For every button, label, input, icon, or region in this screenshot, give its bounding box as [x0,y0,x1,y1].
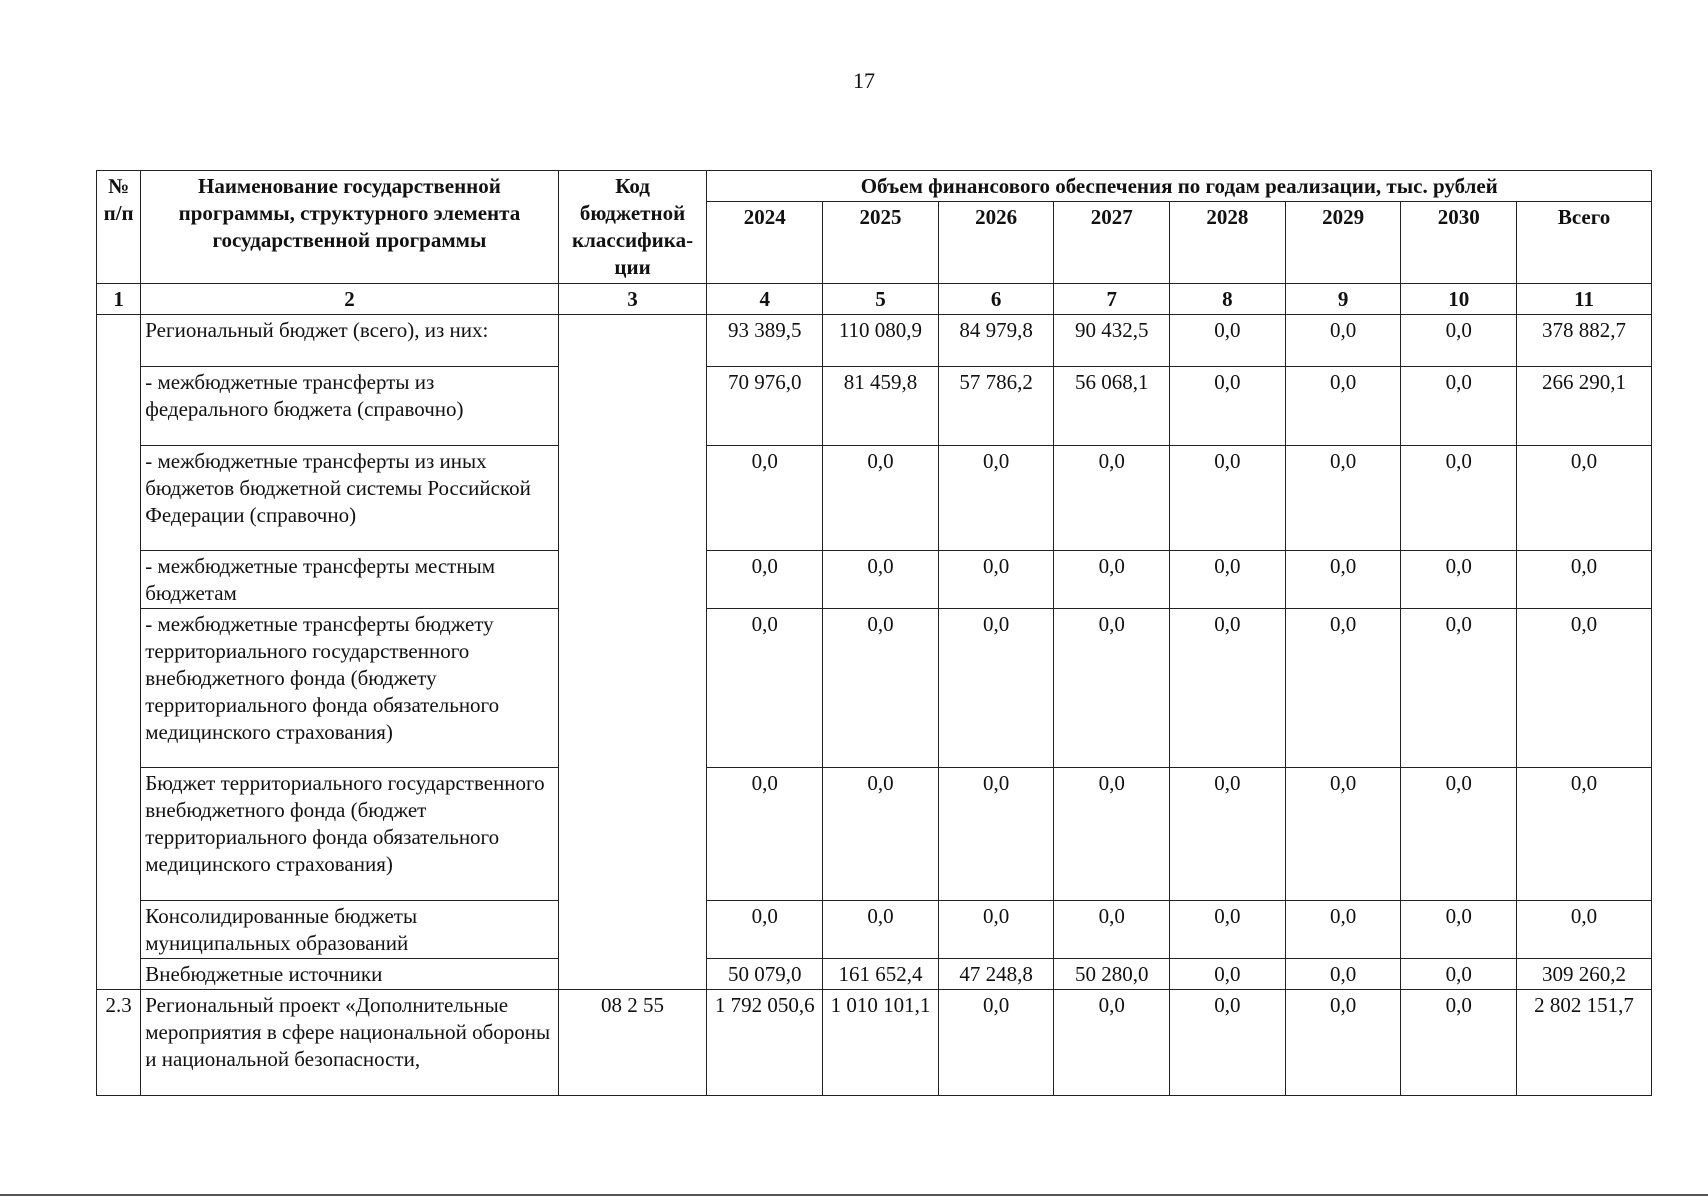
column-numbers-row [97,284,1652,315]
header-year: 2024 [707,202,823,284]
row-value: 0,0 [1285,551,1401,609]
column-number: 7 [1054,284,1170,315]
table-row [97,901,1652,959]
row-value: 0,0 [938,609,1054,768]
row-value: 0,0 [823,551,939,609]
row-name: Бюджет территориального государственного внебюджетного фонда (бюджет территориального фонда обязательного медицинского страхования) [141,768,558,901]
header-year: 2026 [938,202,1054,284]
row-value: 0,0 [1170,609,1286,768]
header-year: 2028 [1170,202,1286,284]
column-number: 3 [558,284,707,315]
row-value: 0,0 [1054,768,1170,901]
row-name: Внебюджетные источники [141,959,558,990]
table-row [97,768,1652,901]
row-total: 309 260,2 [1517,959,1652,990]
row-name: Консолидированные бюджеты муниципальных образований [141,901,558,959]
row-total: 0,0 [1517,551,1652,609]
row-value: 90 432,5 [1054,315,1170,367]
header-col-volume: Объем финансового обеспечения по годам реализации, тыс. рублей [707,171,1652,202]
column-number: 1 [97,284,141,315]
row-value: 0,0 [1401,959,1517,990]
row-name: - межбюджетные трансферты из федерального бюджета (справочно) [141,367,558,446]
table-row [97,609,1652,768]
row-value: 0,0 [707,901,823,959]
column-number: 9 [1285,284,1401,315]
page-bottom-edge [0,1194,1708,1196]
row-value: 0,0 [823,768,939,901]
row-value: 0,0 [1285,609,1401,768]
row-value: 0,0 [1170,551,1286,609]
row-value: 0,0 [1170,446,1286,551]
row-value: 0,0 [1401,367,1517,446]
row-value: 0,0 [938,768,1054,901]
row-value: 0,0 [938,551,1054,609]
row-value: 0,0 [1170,901,1286,959]
row-value: 0,0 [823,446,939,551]
row-value: 0,0 [1401,315,1517,367]
row-value: 0,0 [1054,609,1170,768]
row-value: 0,0 [823,901,939,959]
table-row [97,551,1652,609]
row-value: 93 389,5 [707,315,823,367]
row-name: - межбюджетные трансферты из иных бюджетов бюджетной системы Российской Федерации (справочно) [141,446,558,551]
row-value: 0,0 [1401,551,1517,609]
row-value: 0,0 [1054,551,1170,609]
row-name: Региональный проект «Дополнительные мероприятия в сфере национальной обороны и национальной безопасности, [141,990,558,1096]
row-value: 50 280,0 [1054,959,1170,990]
row-total: 2 802 151,7 [1517,990,1652,1096]
row-value: 0,0 [1401,446,1517,551]
row-total: 266 290,1 [1517,367,1652,446]
header-col-no: № п/п [97,171,141,284]
header-col-name: Наименование государственной программы, структурного элемента государственной программы [141,171,558,284]
column-number: 6 [938,284,1054,315]
row-value: 0,0 [1401,990,1517,1096]
row-value: 0,0 [938,990,1054,1096]
row-value: 0,0 [1401,901,1517,959]
row-value: 57 786,2 [938,367,1054,446]
row-value: 0,0 [707,768,823,901]
row-total: 378 882,7 [1517,315,1652,367]
row-number: 2.3 [97,990,141,1096]
row-value: 81 459,8 [823,367,939,446]
column-number: 5 [823,284,939,315]
row-value: 1 792 050,6 [707,990,823,1096]
row-name: Региональный бюджет (всего), из них: [141,315,558,367]
row-value: 0,0 [1285,315,1401,367]
row-value: 0,0 [938,446,1054,551]
header-year: 2025 [823,202,939,284]
row-value: 0,0 [1285,990,1401,1096]
header-col-code: Код бюджетной классифика-ции [558,171,707,284]
table-row [97,446,1652,551]
column-number: 4 [707,284,823,315]
header-year: 2029 [1285,202,1401,284]
row-code [558,315,707,990]
row-value: 0,0 [1054,446,1170,551]
column-number: 2 [141,284,558,315]
row-number [97,315,141,990]
row-total: 0,0 [1517,768,1652,901]
row-value: 0,0 [1285,901,1401,959]
row-total: 0,0 [1517,609,1652,768]
table-row [97,990,1652,1096]
row-value: 1 010 101,1 [823,990,939,1096]
row-value: 0,0 [707,446,823,551]
row-total: 0,0 [1517,446,1652,551]
row-value: 0,0 [1054,901,1170,959]
row-name: - межбюджетные трансферты бюджету территориального государственного внебюджетного фонда (бюджету территориального фонда обязательного медицинского страхования) [141,609,558,768]
column-number: 10 [1401,284,1517,315]
row-value: 0,0 [1054,990,1170,1096]
row-total: 0,0 [1517,901,1652,959]
row-value: 0,0 [1170,367,1286,446]
row-value: 0,0 [1285,959,1401,990]
row-name: - межбюджетные трансферты местным бюджетам [141,551,558,609]
row-value: 0,0 [1401,609,1517,768]
row-code: 08 2 55 [558,990,707,1096]
row-value: 47 248,8 [938,959,1054,990]
header-total: Всего [1517,202,1652,284]
table-row [97,315,1652,367]
row-value: 0,0 [1170,990,1286,1096]
row-value: 0,0 [938,901,1054,959]
table-row [97,367,1652,446]
row-value: 0,0 [1285,367,1401,446]
row-value: 0,0 [707,609,823,768]
row-value: 50 079,0 [707,959,823,990]
row-value: 161 652,4 [823,959,939,990]
row-value: 0,0 [1170,768,1286,901]
row-value: 0,0 [707,551,823,609]
table-row [97,959,1652,990]
row-value: 0,0 [823,609,939,768]
financing-table [96,170,1652,1096]
header-year: 2030 [1401,202,1517,284]
row-value: 0,0 [1170,959,1286,990]
row-value: 0,0 [1401,768,1517,901]
row-value: 0,0 [1170,315,1286,367]
row-value: 56 068,1 [1054,367,1170,446]
row-value: 84 979,8 [938,315,1054,367]
page-number: 17 [853,68,875,93]
column-number: 8 [1170,284,1286,315]
row-value: 110 080,9 [823,315,939,367]
column-number: 11 [1517,284,1652,315]
header-row [97,171,1652,202]
header-year: 2027 [1054,202,1170,284]
row-value: 0,0 [1285,446,1401,551]
row-value: 0,0 [1285,768,1401,901]
row-value: 70 976,0 [707,367,823,446]
